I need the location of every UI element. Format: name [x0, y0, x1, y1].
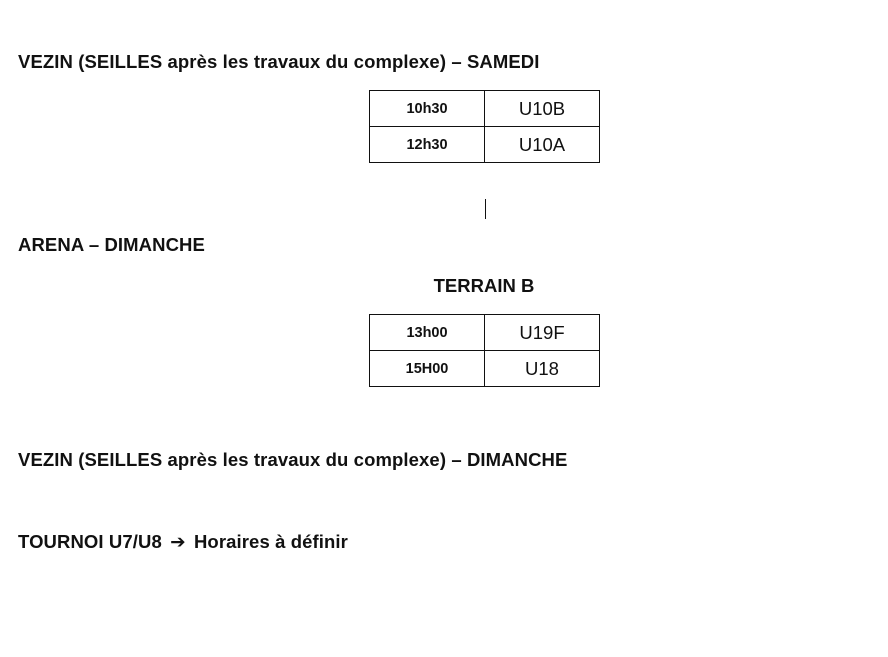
team-cell: U19F: [485, 315, 600, 351]
team-cell: U18: [485, 351, 600, 387]
team-cell: U10A: [485, 127, 600, 163]
time-cell: 13h00: [370, 315, 485, 351]
team-cell: U10B: [485, 91, 600, 127]
table-row: [370, 91, 600, 127]
right-arrow-icon: ➔: [170, 531, 186, 552]
schedule-table-samedi: [369, 90, 600, 163]
table-row: [370, 351, 600, 387]
terrain-label: TERRAIN B: [433, 275, 535, 296]
schedule-table-dimanche: [369, 314, 600, 387]
tournoi-line: [18, 531, 348, 553]
tournoi-detail: Horaires à définir: [193, 531, 348, 552]
table-row: [370, 315, 600, 351]
time-cell: 10h30: [370, 91, 485, 127]
time-cell: 12h30: [370, 127, 485, 163]
section-heading-vezin-dimanche: VEZIN (SEILLES après les travaux du complexe) – DIMANCHE: [18, 449, 568, 470]
tournoi-label: TOURNOI U7/U8: [18, 531, 162, 552]
text-cursor: [485, 199, 486, 219]
table-row: [370, 127, 600, 163]
time-cell: 15H00: [370, 351, 485, 387]
section-heading-arena-dimanche: ARENA – DIMANCHE: [18, 234, 205, 255]
section-heading-vezin-samedi: VEZIN (SEILLES après les travaux du complexe) – SAMEDI: [18, 51, 540, 72]
